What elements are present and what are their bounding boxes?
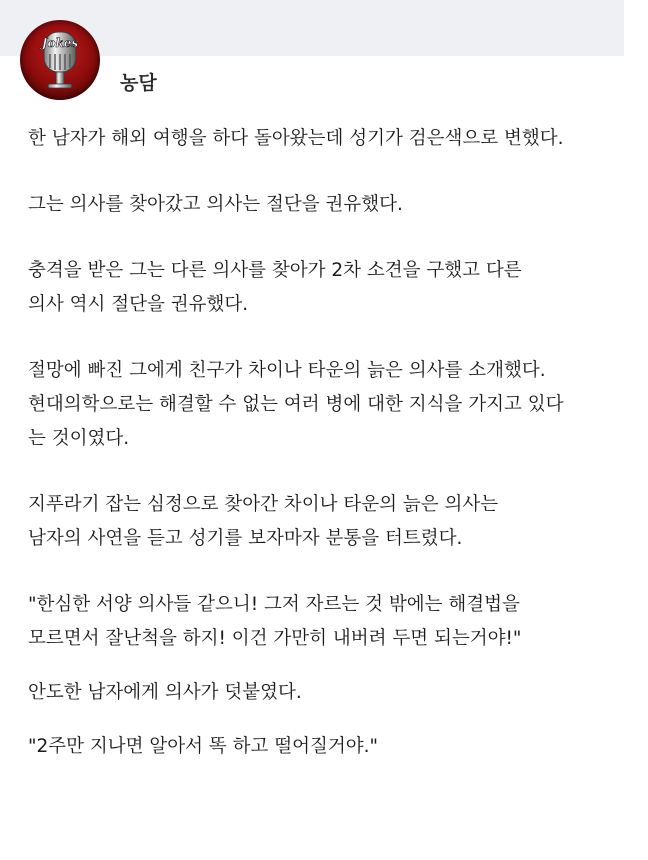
paragraph-line: "한심한 서양 의사들 같으니! 그저 자르는 것 밖에는 해결법을 (28, 594, 520, 615)
paragraph-line: 한 남자가 해외 여행을 하다 돌아왔는데 성기가 검은색으로 변했다. (28, 128, 564, 149)
paragraph-1 (28, 122, 628, 156)
paragraph-line: 의사 역시 절단을 권유했다. (28, 294, 249, 315)
paragraph-5 (28, 488, 628, 556)
jokes-logo-text: Jokes (41, 36, 79, 50)
paragraph-8 (28, 730, 628, 764)
paragraph-line: 모르면서 잘난척을 하지! 이건 가만히 내버려 두면 되는거야!" (28, 628, 522, 649)
paragraph-line: 남자의 사연을 듣고 성기를 보자마자 분통을 터트렸다. (28, 528, 463, 549)
paragraph-2 (28, 188, 628, 222)
paragraph-6 (28, 588, 628, 656)
channel-avatar[interactable] (20, 20, 100, 100)
paragraph-7 (28, 676, 628, 710)
paragraph-4 (28, 354, 628, 456)
paragraph-line: 절망에 빠진 그에게 친구가 차이나 타운의 늙은 의사를 소개했다. (28, 360, 546, 381)
jokes-logo (20, 20, 100, 100)
paragraph-line: 지푸라기 잡는 심정으로 찾아간 차이나 타운의 늙은 의사는 (28, 494, 499, 515)
paragraph-line: "2주만 지나면 알아서 똑 하고 떨어질거야." (28, 736, 379, 757)
channel-header (20, 18, 157, 102)
story-body (28, 122, 628, 796)
paragraph-line: 충격을 받은 그는 다른 의사를 찾아가 2차 소견을 구했고 다른 (28, 260, 522, 281)
paragraph-line: 는 것이였다. (28, 428, 130, 449)
paragraph-line: 안도한 남자에게 의사가 덧붙였다. (28, 682, 302, 703)
paragraph-3 (28, 254, 628, 322)
channel-name: 농담 (120, 71, 157, 94)
paragraph-line: 현대의학으로는 해결할 수 없는 여러 병에 대한 지식을 가지고 있다 (28, 394, 564, 415)
paragraph-line: 그는 의사를 찾아갔고 의사는 절단을 권유했다. (28, 194, 403, 215)
